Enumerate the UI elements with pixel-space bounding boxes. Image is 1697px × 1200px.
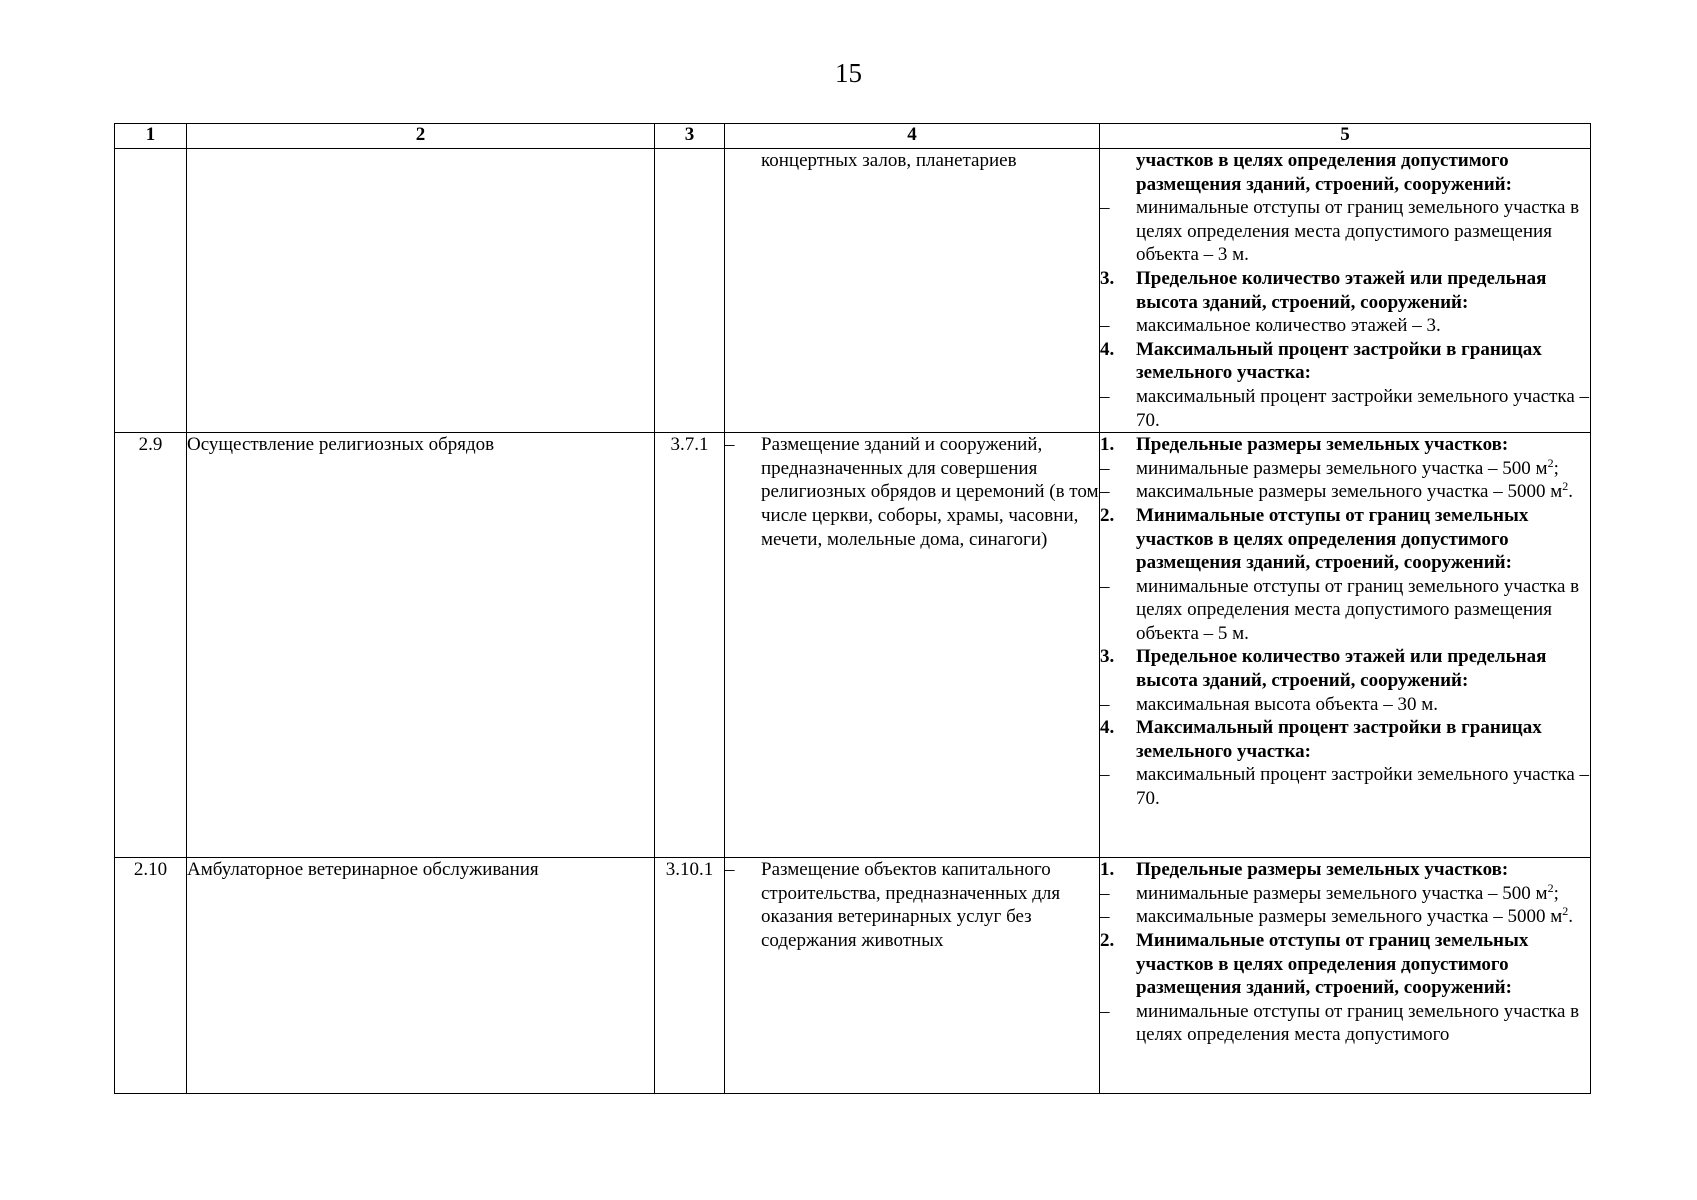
parameter-text-main: минимальные отступы от границ земельного участка в целях определения места допустимого bbox=[1136, 1000, 1580, 1046]
parameter-text bbox=[1136, 858, 1590, 882]
parameter-text-suffix: ; bbox=[1553, 457, 1559, 479]
parameter-text bbox=[1136, 1000, 1590, 1047]
header-col-2: 2 bbox=[187, 124, 655, 149]
parameter-text bbox=[1136, 433, 1590, 457]
use-type-description bbox=[725, 149, 1100, 433]
parameter-text-suffix: ; bbox=[1553, 882, 1559, 904]
parameter-heading bbox=[1100, 149, 1590, 196]
parameter-text-main: максимальные размеры земельного участка – 5000 м bbox=[1136, 906, 1563, 928]
parameter-item bbox=[1100, 480, 1590, 504]
parameter-text-main: максимальная высота объекта – 30 м. bbox=[1136, 693, 1438, 715]
parameters-list bbox=[1100, 858, 1590, 1047]
row-number: 2.9 bbox=[115, 433, 187, 858]
superscript: 2 bbox=[1562, 904, 1569, 919]
table-row bbox=[115, 858, 1591, 1094]
parameter-heading bbox=[1100, 645, 1590, 692]
parameter-text bbox=[1136, 480, 1590, 504]
parameter-item bbox=[1100, 763, 1590, 810]
parameter-text bbox=[1136, 385, 1590, 432]
parameter-text bbox=[1136, 929, 1590, 1000]
parameter-text-main: Предельное количество этажей или предельная высота зданий, строений, сооружений: bbox=[1136, 646, 1547, 692]
parameter-text bbox=[1136, 338, 1590, 385]
header-col-3: 3 bbox=[655, 124, 725, 149]
desc-text: Размещение зданий и сооружений, предназначенных для совершения религиозных обрядов и церемоний (в том числе церкви, соборы, храмы, часовни, мечети, молельные дома, синагоги) bbox=[761, 434, 1099, 550]
parameter-item bbox=[1100, 314, 1590, 338]
parameter-text-main: минимальные отступы от границ земельного участка в целях определения места допустимого размещения объекта – 5 м. bbox=[1136, 575, 1580, 644]
parameter-heading bbox=[1100, 338, 1590, 385]
parameter-text bbox=[1136, 149, 1590, 196]
parameter-text bbox=[1136, 905, 1590, 929]
header-col-5: 5 bbox=[1100, 124, 1591, 149]
parameters-cell bbox=[1100, 858, 1591, 1094]
parameter-heading bbox=[1100, 858, 1590, 882]
page-number: 15 bbox=[835, 58, 862, 88]
dash-marker: – bbox=[1100, 575, 1110, 597]
desc-text: концертных залов, планетариев bbox=[761, 150, 1017, 171]
item-number: 1. bbox=[1100, 434, 1115, 456]
parameter-item bbox=[1100, 196, 1590, 267]
regulations-table bbox=[114, 123, 1591, 1094]
superscript: 2 bbox=[1562, 479, 1569, 494]
parameter-item bbox=[1100, 882, 1590, 906]
parameter-text bbox=[1136, 314, 1590, 338]
parameter-text-main: Предельные размеры земельных участков: bbox=[1136, 434, 1509, 456]
superscript: 2 bbox=[1547, 455, 1554, 470]
item-number: 2. bbox=[1100, 929, 1115, 951]
parameter-text-main: минимальные отступы от границ земельного участка в целях определения места допустимого размещения объекта – 3 м. bbox=[1136, 197, 1580, 266]
use-type-description bbox=[725, 858, 1100, 1094]
parameter-heading bbox=[1100, 929, 1590, 1000]
parameter-text-main: Максимальный процент застройки в границах земельного участка: bbox=[1136, 338, 1542, 384]
parameter-item bbox=[1100, 1000, 1590, 1047]
parameter-heading bbox=[1100, 716, 1590, 763]
parameter-text-main: Предельные размеры земельных участков: bbox=[1136, 859, 1509, 881]
parameter-text bbox=[1136, 504, 1590, 575]
dash-marker: – bbox=[1100, 882, 1110, 904]
use-type-name bbox=[187, 149, 655, 433]
parameter-heading bbox=[1100, 267, 1590, 314]
header-col-4: 4 bbox=[725, 124, 1100, 149]
item-number: 2. bbox=[1100, 504, 1115, 526]
row-number: 2.10 bbox=[115, 858, 187, 1094]
parameter-text-main: максимальные размеры земельного участка – 5000 м bbox=[1136, 481, 1563, 503]
parameters-cell bbox=[1100, 149, 1591, 433]
item-number: 4. bbox=[1100, 717, 1115, 739]
parameter-text-main: максимальное количество этажей – 3. bbox=[1136, 315, 1441, 337]
parameter-text bbox=[1136, 267, 1590, 314]
dash-marker: – bbox=[1100, 197, 1110, 219]
parameter-text-main: минимальные размеры земельного участка – 500 м bbox=[1136, 882, 1548, 904]
parameters-list bbox=[1100, 433, 1590, 811]
use-type-name: Осуществление религиозных обрядов bbox=[187, 433, 655, 858]
parameter-heading bbox=[1100, 504, 1590, 575]
parameter-item bbox=[1100, 385, 1590, 432]
desc-marker: – bbox=[725, 859, 735, 881]
parameter-text-main: Максимальный процент застройки в границах земельного участка: bbox=[1136, 717, 1542, 762]
parameter-text-main: участков в целях определения допустимого размещения зданий, строений, сооружений: bbox=[1136, 150, 1512, 195]
item-number: 3. bbox=[1100, 646, 1115, 668]
dash-marker: – bbox=[1100, 315, 1110, 337]
table-row bbox=[115, 149, 1591, 433]
parameter-text bbox=[1136, 457, 1590, 481]
parameter-text bbox=[1136, 882, 1590, 906]
item-number: 3. bbox=[1100, 267, 1115, 289]
parameter-text bbox=[1136, 716, 1590, 763]
desc-text: Размещение объектов капитального строительства, предназначенных для оказания ветеринарных услуг без содержания животных bbox=[761, 859, 1061, 951]
parameter-text bbox=[1136, 693, 1590, 717]
parameter-item bbox=[1100, 457, 1590, 481]
use-type-description bbox=[725, 433, 1100, 858]
parameter-text-suffix: . bbox=[1568, 906, 1573, 928]
dash-marker: – bbox=[1100, 1000, 1110, 1022]
parameters-cell bbox=[1100, 433, 1591, 858]
parameter-text bbox=[1136, 196, 1590, 267]
use-type-name: Амбулаторное ветеринарное обслуживания bbox=[187, 858, 655, 1094]
desc-marker: – bbox=[725, 434, 735, 456]
parameter-text-main: минимальные размеры земельного участка – 500 м bbox=[1136, 457, 1548, 479]
dash-marker: – bbox=[1100, 385, 1110, 407]
use-type-code bbox=[655, 149, 725, 433]
parameter-text bbox=[1136, 645, 1590, 692]
dash-marker: – bbox=[1100, 457, 1110, 479]
parameter-text-main: максимальный процент застройки земельного участка – 70. bbox=[1136, 385, 1590, 431]
dash-marker: – bbox=[1100, 764, 1110, 786]
table-row bbox=[115, 433, 1591, 858]
dash-marker: – bbox=[1100, 481, 1110, 503]
parameter-text-main: Минимальные отступы от границ земельных участков в целях определения допустимого размещения зданий, строений, сооружений: bbox=[1136, 504, 1529, 574]
item-number: 1. bbox=[1100, 859, 1115, 881]
table-header-row bbox=[115, 124, 1591, 149]
header-col-1: 1 bbox=[115, 124, 187, 149]
parameter-item bbox=[1100, 575, 1590, 646]
parameter-text bbox=[1136, 575, 1590, 646]
row-number bbox=[115, 149, 187, 433]
superscript: 2 bbox=[1547, 880, 1554, 895]
parameters-list bbox=[1100, 149, 1590, 432]
parameter-item bbox=[1100, 693, 1590, 717]
parameter-text-main: максимальный процент застройки земельного участка – 70. bbox=[1136, 764, 1590, 810]
parameter-item bbox=[1100, 905, 1590, 929]
parameter-text-main: Минимальные отступы от границ земельных участков в целях определения допустимого размещения зданий, строений, сооружений: bbox=[1136, 929, 1529, 999]
dash-marker: – bbox=[1100, 906, 1110, 928]
parameter-text bbox=[1136, 763, 1590, 810]
dash-marker: – bbox=[1100, 693, 1110, 715]
use-type-code: 3.10.1 bbox=[655, 858, 725, 1094]
item-number: 4. bbox=[1100, 338, 1115, 360]
parameter-text-suffix: . bbox=[1568, 481, 1573, 503]
use-type-code: 3.7.1 bbox=[655, 433, 725, 858]
parameter-text-main: Предельное количество этажей или предельная высота зданий, строений, сооружений: bbox=[1136, 267, 1547, 313]
parameter-heading bbox=[1100, 433, 1590, 457]
